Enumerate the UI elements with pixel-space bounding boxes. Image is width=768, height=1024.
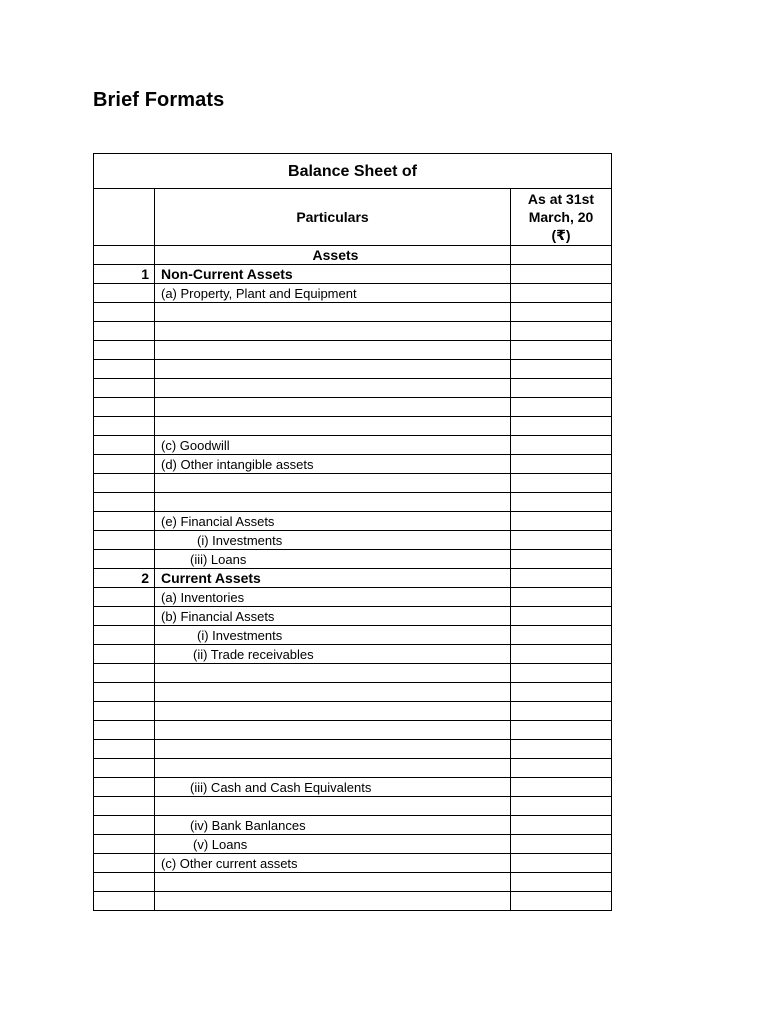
row-amount-cell xyxy=(511,816,612,835)
row-amount-cell xyxy=(511,664,612,683)
row-number-cell xyxy=(94,322,155,341)
row-amount-cell xyxy=(511,835,612,854)
table-title-row xyxy=(94,154,612,189)
row-particulars-cell xyxy=(155,721,511,740)
row-amount-cell xyxy=(511,512,612,531)
table-row xyxy=(94,322,612,341)
table-row xyxy=(94,721,612,740)
row-particulars-cell: (a) Inventories xyxy=(155,588,511,607)
table-row xyxy=(94,360,612,379)
row-particulars-cell xyxy=(155,360,511,379)
row-number-cell xyxy=(94,683,155,702)
row-particulars-cell xyxy=(155,740,511,759)
row-amount-cell xyxy=(511,379,612,398)
row-particulars-cell xyxy=(155,341,511,360)
row-number-cell xyxy=(94,759,155,778)
row-particulars-cell: (c) Other current assets xyxy=(155,854,511,873)
row-number-cell xyxy=(94,626,155,645)
row-amount-cell xyxy=(511,341,612,360)
row-number-cell xyxy=(94,436,155,455)
row-amount-cell xyxy=(511,778,612,797)
row-amount-cell xyxy=(511,797,612,816)
row-particulars-cell: Assets xyxy=(155,246,511,265)
row-particulars-cell: (iii) Cash and Cash Equivalents xyxy=(155,778,511,797)
row-amount-cell xyxy=(511,417,612,436)
row-particulars-cell xyxy=(155,797,511,816)
header-number-cell xyxy=(94,189,155,246)
row-amount-cell xyxy=(511,303,612,322)
row-number-cell xyxy=(94,664,155,683)
row-number-cell xyxy=(94,797,155,816)
table-row xyxy=(94,626,612,645)
row-amount-cell xyxy=(511,588,612,607)
row-particulars-cell: Current Assets xyxy=(155,569,511,588)
table-header-row xyxy=(94,189,612,246)
table-row xyxy=(94,417,612,436)
row-number-cell xyxy=(94,702,155,721)
row-amount-cell xyxy=(511,550,612,569)
row-number-cell xyxy=(94,474,155,493)
row-amount-cell xyxy=(511,474,612,493)
table-row xyxy=(94,493,612,512)
row-particulars-cell xyxy=(155,702,511,721)
table-row xyxy=(94,607,612,626)
table-row xyxy=(94,702,612,721)
row-number-cell xyxy=(94,835,155,854)
row-number-cell: 1 xyxy=(94,265,155,284)
row-amount-cell xyxy=(511,721,612,740)
row-number-cell xyxy=(94,455,155,474)
row-amount-cell xyxy=(511,284,612,303)
row-particulars-cell: (v) Loans xyxy=(155,835,511,854)
row-particulars-cell xyxy=(155,873,511,892)
row-amount-cell xyxy=(511,493,612,512)
row-particulars-cell xyxy=(155,303,511,322)
row-number-cell: 2 xyxy=(94,569,155,588)
row-amount-cell xyxy=(511,455,612,474)
row-number-cell xyxy=(94,379,155,398)
row-number-cell xyxy=(94,645,155,664)
page-title: Brief Formats xyxy=(93,89,225,111)
row-amount-cell xyxy=(511,626,612,645)
balance-sheet-table xyxy=(93,153,612,911)
table-row xyxy=(94,436,612,455)
row-particulars-cell xyxy=(155,664,511,683)
table-row xyxy=(94,379,612,398)
table-row xyxy=(94,284,612,303)
row-amount-cell xyxy=(511,683,612,702)
row-number-cell xyxy=(94,588,155,607)
header-amount-line-3: (₹) xyxy=(551,227,571,243)
table-row xyxy=(94,246,612,265)
table-row xyxy=(94,740,612,759)
row-particulars-cell: (c) Goodwill xyxy=(155,436,511,455)
table-title: Balance Sheet of xyxy=(94,154,612,189)
row-number-cell xyxy=(94,740,155,759)
row-particulars-cell xyxy=(155,417,511,436)
table-row xyxy=(94,455,612,474)
row-amount-cell xyxy=(511,702,612,721)
row-amount-cell xyxy=(511,854,612,873)
row-amount-cell xyxy=(511,531,612,550)
table-row xyxy=(94,531,612,550)
row-number-cell xyxy=(94,246,155,265)
row-amount-cell xyxy=(511,645,612,664)
table-row xyxy=(94,645,612,664)
table-row xyxy=(94,512,612,531)
table-row xyxy=(94,854,612,873)
row-amount-cell xyxy=(511,322,612,341)
row-number-cell xyxy=(94,303,155,322)
table-row xyxy=(94,569,612,588)
table-row xyxy=(94,759,612,778)
table-row xyxy=(94,873,612,892)
row-amount-cell xyxy=(511,892,612,911)
row-particulars-cell: (iii) Loans xyxy=(155,550,511,569)
row-particulars-cell: (i) Investments xyxy=(155,626,511,645)
table-row xyxy=(94,550,612,569)
table-row xyxy=(94,265,612,284)
table-row xyxy=(94,683,612,702)
row-particulars-cell: (d) Other intangible assets xyxy=(155,455,511,474)
header-amount xyxy=(511,189,612,246)
table-row xyxy=(94,474,612,493)
row-number-cell xyxy=(94,854,155,873)
row-amount-cell xyxy=(511,569,612,588)
row-number-cell xyxy=(94,721,155,740)
row-particulars-cell: (ii) Trade receivables xyxy=(155,645,511,664)
row-amount-cell xyxy=(511,607,612,626)
row-number-cell xyxy=(94,417,155,436)
row-particulars-cell xyxy=(155,398,511,417)
row-amount-cell xyxy=(511,398,612,417)
row-particulars-cell xyxy=(155,759,511,778)
row-amount-cell xyxy=(511,436,612,455)
row-particulars-cell xyxy=(155,322,511,341)
row-number-cell xyxy=(94,816,155,835)
header-amount-line-1: As at 31st xyxy=(527,191,595,207)
table-row xyxy=(94,778,612,797)
row-number-cell xyxy=(94,778,155,797)
table-row xyxy=(94,835,612,854)
row-number-cell xyxy=(94,550,155,569)
table-row xyxy=(94,588,612,607)
table-row xyxy=(94,797,612,816)
table-row xyxy=(94,341,612,360)
row-number-cell xyxy=(94,360,155,379)
row-number-cell xyxy=(94,341,155,360)
table-row xyxy=(94,398,612,417)
table-row xyxy=(94,664,612,683)
row-number-cell xyxy=(94,512,155,531)
row-particulars-cell xyxy=(155,892,511,911)
row-particulars-cell: (e) Financial Assets xyxy=(155,512,511,531)
row-amount-cell xyxy=(511,740,612,759)
table-row xyxy=(94,892,612,911)
row-amount-cell xyxy=(511,360,612,379)
row-number-cell xyxy=(94,873,155,892)
row-amount-cell xyxy=(511,265,612,284)
table-row xyxy=(94,816,612,835)
row-number-cell xyxy=(94,284,155,303)
row-particulars-cell: (b) Financial Assets xyxy=(155,607,511,626)
row-number-cell xyxy=(94,892,155,911)
table-row xyxy=(94,303,612,322)
row-number-cell xyxy=(94,493,155,512)
row-number-cell xyxy=(94,607,155,626)
row-particulars-cell xyxy=(155,379,511,398)
row-particulars-cell: (i) Investments xyxy=(155,531,511,550)
row-number-cell xyxy=(94,398,155,417)
row-amount-cell xyxy=(511,759,612,778)
header-particulars: Particulars xyxy=(155,189,511,246)
row-number-cell xyxy=(94,531,155,550)
row-amount-cell xyxy=(511,873,612,892)
row-particulars-cell: (iv) Bank Banlances xyxy=(155,816,511,835)
row-particulars-cell xyxy=(155,683,511,702)
row-particulars-cell xyxy=(155,474,511,493)
row-particulars-cell: (a) Property, Plant and Equipment xyxy=(155,284,511,303)
row-particulars-cell xyxy=(155,493,511,512)
row-particulars-cell: Non-Current Assets xyxy=(155,265,511,284)
row-amount-cell xyxy=(511,246,612,265)
header-amount-line-2: March, 20 xyxy=(528,209,594,225)
